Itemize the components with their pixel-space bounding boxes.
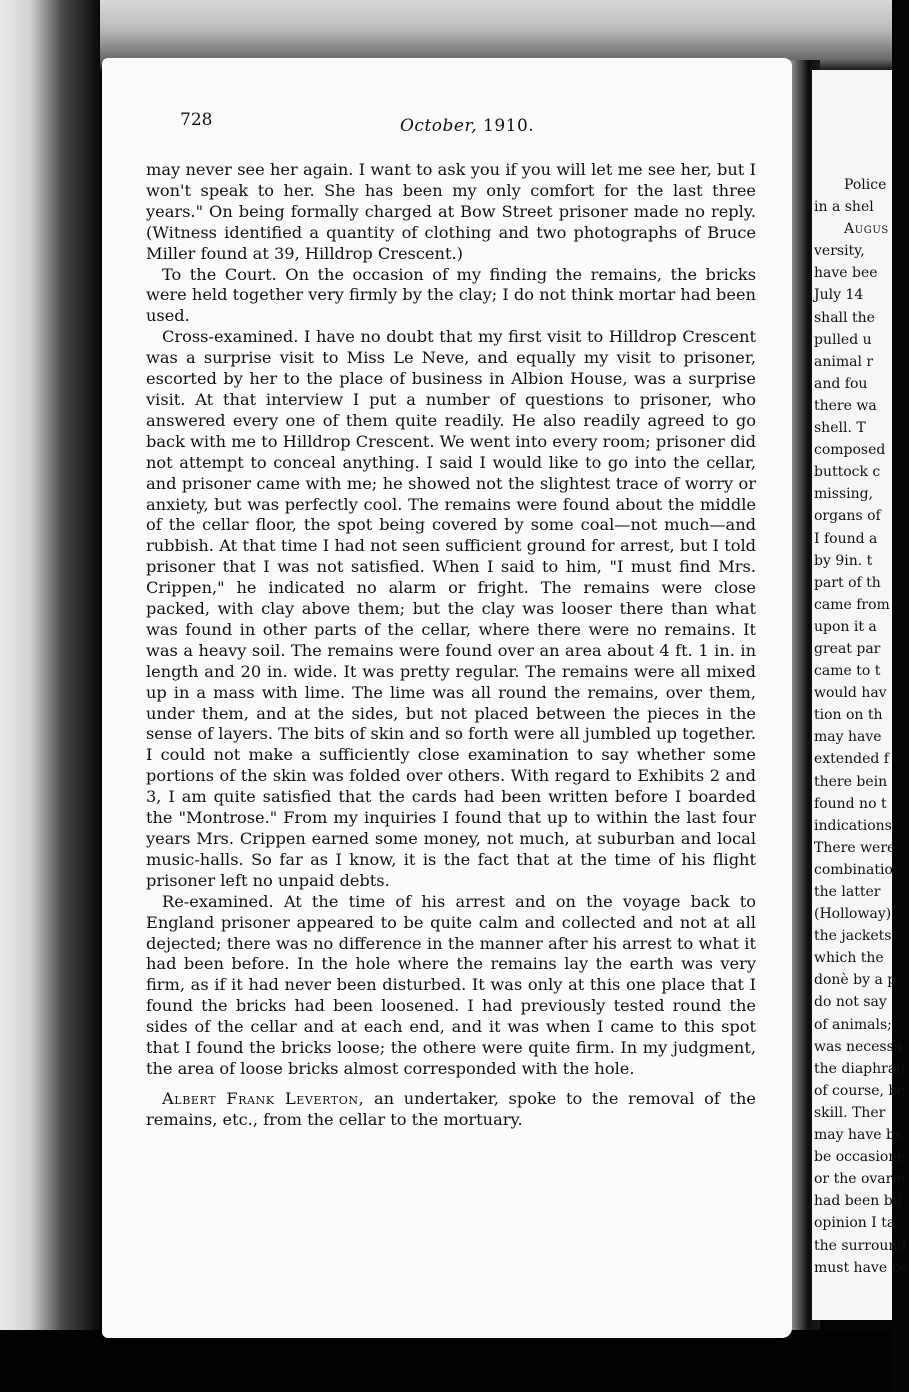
right-line: great par: [814, 640, 881, 657]
page-number: 728: [180, 110, 213, 130]
right-line: organs of: [814, 508, 881, 525]
paragraph-text: an undertaker, spoke to the removal of the remains, etc., from the cellar to the mortuary.: [146, 1088, 756, 1129]
header-year: 1910.: [483, 116, 535, 136]
right-line: by 9in. t: [814, 552, 873, 569]
right-line: shell. T: [814, 420, 866, 437]
right-line: which the: [814, 950, 884, 967]
paragraph: [146, 160, 756, 265]
paragraph: [146, 1089, 756, 1131]
right-line: of animals;: [814, 1016, 892, 1033]
right-line: Augus: [844, 221, 889, 238]
right-line: would hav: [814, 685, 887, 702]
right-line: donè by a p: [814, 972, 897, 989]
running-head: [400, 116, 534, 136]
right-line: I found a: [814, 530, 878, 547]
right-line: the surround: [814, 1237, 907, 1254]
right-line: the diaphrag: [814, 1060, 906, 1077]
right-page: [812, 70, 909, 1320]
paragraph-text: Cross-examined. I have no doubt that my first visit to Hilldrop Crescent was a surprise visit to Miss Le Neve, and equally my visit to prisoner, escorted by her to the place of business in Albion House, was a surprise visit. At that interview I put a number of questions to prisoner, who answered every one of them quite readily. He also readily agreed to go back with me to Hilldrop Crescent. We went into every room; prisoner did not attempt to conceal anything. I said I would like to go into the cellar, and prisoner came with me; he showed not the slightest trace of worry or anxiety, but was perfectly cool. The remains were found about the middle of the cellar floor, the spot being covered by some coal—not much—and rubbish. At that time I had not seen sufficient ground for arrest, but I told prisoner that I was not satisfied. When I said to him, "I must find Mrs. Crippen," he indicated no alarm or fright. The remains were close packed, with clay above them; but the clay was looser there than what was found in other parts of the cellar, where there were no remains. It was a heavy soil. The remains were found over an area about 4 ft. 1 in. in length and 20 in. wide. It was pretty regular. The remains were all mixed up in a mass with lime. The lime was all round the remains, over them, under them, and at the sides, but not placed between the pieces in the sense of layers. The bits of skin and so forth were all jumbled up together. I could not make a sufficiently close examination to say whether some portions of the skin was folded over others. With regard to Exhibits 2 and 3, I am quite satisfied that the cards had been written before I boarded the "Montrose." From my inquiries I found that up to within the last four years Mrs. Crippen earned some money, not much, at suburban and local music-halls. So far as I know, it is the fact that at the time of his flight prisoner left no unpaid debts.: [146, 327, 756, 890]
paragraph: [146, 265, 756, 328]
right-line: there bein: [814, 773, 888, 790]
paragraph-text: To the Court. On the occasion of my finding the remains, the bricks were held together very firmly by the clay; I do not think mortar had been used.: [146, 264, 756, 326]
right-line: July 14: [814, 287, 864, 304]
right-page-text: [814, 174, 909, 1279]
right-line: There were: [814, 839, 896, 856]
right-line: had been bu: [814, 1193, 902, 1210]
right-line: may have be: [814, 1127, 904, 1144]
right-line: missing,: [814, 486, 874, 503]
right-line: do not say: [814, 994, 887, 1011]
right-line: the jackets: [814, 928, 892, 945]
paragraph-text: may never see her again. I want to ask you if you will let me see her, but I won't speak to her. She has been my only comfort for the last three years." On being formally charged at Bow Street prisoner made no reply. (Witness identified a quantity of clothing and two photographs of Bruce Miller found at 39, Hilldrop Crescent.): [146, 160, 756, 263]
right-line: of course, be: [814, 1082, 906, 1099]
right-line: combinatio: [814, 861, 893, 878]
book-left-edge: [0, 0, 100, 1392]
right-line: and fou: [814, 375, 868, 392]
right-line: extended f: [814, 751, 889, 768]
right-line: in a shel: [814, 199, 874, 216]
right-line: or the ovarie: [814, 1171, 906, 1188]
left-page: [102, 58, 792, 1338]
right-line: there wa: [814, 397, 877, 414]
right-line: (Holloway),: [814, 906, 896, 923]
paragraph-text: Re-examined. At the time of his arrest and on the voyage back to England prisoner appeared to be quite calm and collected and not at all dejected; there was no difference in the manner after his arrest to what it had been before. In the hole where the remains lay the earth was very firm, as if it had never been disturbed. It was only at this one place that I found the bricks had been loosened. I had previously tested round the sides of the cellar and at each end, and it was when I came to this spot that I found the bricks loose; the othere were quite firm. In my judgment, the area of loose bricks almost corresponded with the hole.: [146, 891, 756, 1078]
paragraph: [146, 892, 756, 1080]
right-line: be occasione: [814, 1149, 906, 1166]
right-line: part of th: [814, 574, 881, 591]
right-line: opinion I ta: [814, 1215, 896, 1232]
right-line: have bee: [814, 265, 878, 282]
right-line: Police: [844, 177, 887, 193]
right-line: shall the: [814, 309, 875, 326]
right-line: came to t: [814, 663, 881, 680]
right-line: upon it a: [814, 618, 877, 635]
right-line: skill. Ther: [814, 1104, 886, 1121]
right-line: animal r: [814, 353, 874, 370]
right-line: was necessa: [814, 1038, 903, 1055]
right-line: buttock c: [814, 464, 881, 481]
right-line: pulled u: [814, 331, 872, 348]
paragraph: [146, 327, 756, 891]
right-line: composed: [814, 442, 886, 459]
witness-name: Albert Frank Leverton,: [162, 1088, 365, 1108]
header-month: October,: [400, 116, 478, 136]
right-line: the latter: [814, 884, 881, 900]
right-line: came from: [814, 596, 890, 613]
right-line: must have be: [814, 1259, 909, 1276]
right-line: may have: [814, 729, 882, 746]
page-header: [180, 110, 760, 134]
right-line: tion on th: [814, 707, 883, 724]
right-line: found no t: [814, 795, 887, 812]
scan-shadow-bottom: [0, 1330, 892, 1392]
right-line: versity,: [814, 243, 865, 260]
body-text: [146, 160, 756, 1131]
right-line: indications: [814, 817, 892, 834]
